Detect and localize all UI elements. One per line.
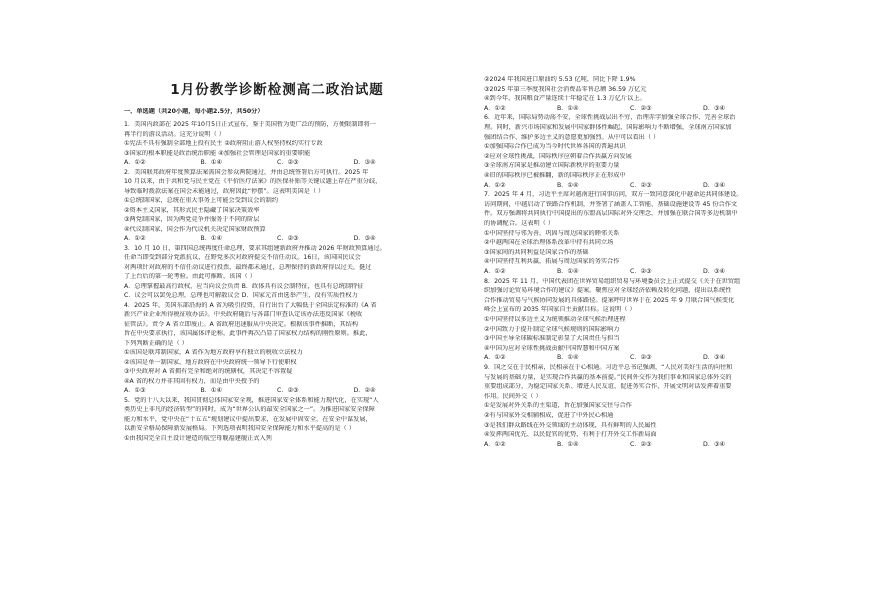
answer-option: B．①④	[200, 235, 223, 242]
answer-option: D．③④	[703, 268, 726, 275]
text-line: 7．2025 年 4 月，习近平主席对越南进行国事访问，双方一致同意深化中越命运共同体建设。	[484, 191, 743, 199]
answer-option: C．②③	[630, 104, 652, 112]
answer-option: A．①②	[124, 159, 146, 166]
text-line: ②该国是单一制国家，地方政府在中央政府统一领导下行使职权	[124, 358, 297, 366]
text-line: 2．美国联邦政府年度预算法案需国会参众两院通过，并由总统签署后方可执行。2025 年	[124, 168, 369, 176]
text-line: ④A 省的权力并非其固有权力，而是由中央授予的	[124, 377, 260, 385]
answer-options	[484, 354, 776, 362]
text-line: 任命当即受到部分党派抗议，在野党多次对政府提交不信任动议。16日，该国国民议会	[124, 254, 361, 261]
answer-option: D．②④	[353, 387, 376, 394]
text-line: 重要组成部分，为稳定国家关系、增进人民友谊、促进务实合作、开展文明对话发挥着重要	[484, 383, 732, 391]
text-line: ①中国坚持以多边主义为统领推动全球气候治理进程	[484, 316, 626, 323]
answer-option: B．①④	[557, 104, 579, 112]
answer-options	[124, 159, 430, 167]
answer-options	[484, 441, 776, 449]
text-line: 合作推动贸易与气候协同发展的具体路径。提案呼吁世界于在 2025 年 9 月联合国气候变化	[484, 296, 735, 304]
text-line: ②2024 年我国进口原油约 5.53 亿吨，同比下降 1.9%	[484, 76, 636, 83]
text-line: ①中国坚持与邻为善，巩固与周边国家的睦邻关系	[484, 229, 620, 237]
text-line: 征管法》。责令 A 省立即废止。A 省政府迅速服从中央决定。根据该事件推断，其结构	[124, 320, 359, 328]
text-line: 峰会上宣布的 2035 年国家自主贡献目标。这说明（ ）	[484, 306, 636, 314]
text-line: ①该国是联邦制国家，A 省作为地方政府享有独立的税收立法权力	[124, 349, 303, 356]
answer-option: C．②③	[277, 387, 299, 394]
text-line: 1．美国内政部在 2025 年10月5日正式宣布，鉴于美国暂为更广泛的预防，方便限制即将一	[124, 121, 376, 128]
answer-option: C．②③	[277, 159, 299, 166]
answer-option: D．③④	[703, 181, 726, 189]
answer-option: C．②③	[277, 235, 299, 242]
answer-option: A．①②	[484, 440, 506, 448]
answer-options	[124, 387, 430, 395]
answer-option: D．③④	[703, 104, 726, 112]
text-line: 与发展的基础力量，是实现合作共赢的基本前提。”民间外交作为我们事业和国家总体外交的	[484, 373, 732, 381]
text-line: ①由我国完全自主设计建造的航空母舰福建舰正式入列	[124, 434, 272, 442]
text-line: 4．2025 年，美国东部沿海的 A 省为吸引投资，自行出台了大幅低于全国法定标准的《A 省	[124, 301, 377, 309]
text-line: 8．2025 年 11 月，中国代表团在世界贸易组织贸易与环境委员会上正式提交《关于在世贸组	[484, 277, 741, 285]
text-line: 10 月以来，由于共和党与民主党在《平价医疗法案》的医保补贴等关键议题上存在严重分歧，	[124, 178, 382, 185]
text-line: 下列判断正确的是（ ）	[124, 339, 188, 347]
text-line: ③全球南方国家是推动建立国际新秩序的重要力量	[484, 162, 620, 170]
text-line: 6．近年来，国际局势动荡不安，全球性挑战层出不穷，治理赤字加强全球合作、完善全球治	[484, 114, 736, 122]
text-line: ④发挥两国优先、以民促官的优势，有利于打开外交工作新局面	[484, 431, 657, 439]
text-line: ④到今年，我国粮食产量连续十年稳定在 1.3 万亿斤以上。	[484, 95, 646, 103]
text-line: ④中国坚持互利共赢，拓展与周边国家的务实合作	[484, 258, 620, 266]
text-line: ②中越两国在全球治理体系改革中持有共同立场	[484, 239, 614, 247]
text-line: ③是我们群众路线在外交领域的主动体现，具有鲜明的人民属性	[484, 421, 657, 429]
text-line: ④中国为应对全球性挑战贡献中国智慧和中国方案	[484, 344, 620, 352]
answer-option: D．③④	[353, 159, 376, 166]
answer-option: C．②③	[630, 268, 652, 275]
answer-option: B．①④	[557, 181, 579, 189]
answer-options	[484, 268, 776, 276]
text-line: ②中国致力于提升制定全球气候规则的国际影响力	[484, 325, 620, 333]
text-line: 5．党的十八大以来，我国贯彻总体国家安全观，推进国家安全体系和能力现代化，在实现“人	[124, 396, 379, 404]
answer-option: A．①②	[484, 104, 506, 112]
text-line: 了上台后的第一轮考验。由此可推断，该国（ ）	[124, 273, 256, 280]
answer-options	[124, 235, 430, 243]
answer-option: B．①④	[557, 354, 579, 362]
text-line: 强团结合作、维护多边主义的意愿更加强烈。从中可以看出（ ）	[484, 133, 660, 141]
text-line: ③两党制国家，因为两党竞争并服务于不同的阶层	[124, 216, 260, 223]
answer-option: D．③④	[703, 354, 726, 362]
text-line: 以新安全格局保障新发展格局。下列选项表明我国安全保障能力和水平提高的是（ ）	[124, 425, 355, 432]
answer-option: A．①②	[484, 268, 506, 275]
text-line: 作用。民间外交（ ）	[484, 392, 542, 400]
answer-option: D．③④	[703, 440, 726, 448]
answer-option: B．①④	[557, 268, 579, 275]
answer-option: C．②③	[630, 181, 652, 189]
answer-options	[484, 105, 776, 113]
text-line: C．议会可以罢免总理，总理也可解散议会 D．国家元首由选举产生，没有实质性权力	[124, 292, 358, 299]
text-line: ②资本主义国家，其形式民主隐藏了国家决策效率	[124, 206, 260, 214]
answer-option: B．①④	[200, 387, 223, 394]
text-line: ③国家间的共同利益是国家合作的基础	[484, 248, 589, 256]
text-line: 的协调配合。这表明（ ）	[484, 220, 555, 227]
text-line: 访问期间，中越启动了铁路合作机制，并签署了涵盖人工智能、基础设施建设等 45 份合作文	[484, 200, 738, 208]
text-line: ④旧的国际秩序已被推翻，新的国际秩序正在形成中	[484, 172, 626, 179]
text-line: ①总统制国家，总统在重大事务上可能会受到议会的制约	[124, 197, 279, 204]
answer-option: D．③④	[353, 235, 376, 242]
answer-option: C．②③	[630, 354, 652, 362]
text-line: 9．国之交在于民相亲，民相亲在于心相通。习近平总书记强调，“人民对美好生活的向往和	[484, 364, 733, 371]
answer-option: A．①②	[484, 354, 506, 362]
text-line: 类历史上非凡的经济转型”的同时，成为“世界公认的最安全国家之一”。为推进国家安全保障	[124, 406, 375, 413]
text-line: ③国家的根本职能是政治统治职能 ④加强社会管理是国家的重要职能	[124, 149, 311, 157]
text-line: 导致临时拨款法案在国会未能通过，政府因此“停摆”。这表明美国是（ ）	[124, 187, 325, 195]
text-line: ③中国主导全球碳标准制定彰显了大国责任与担当	[484, 335, 620, 343]
text-line: 对两项针对政府的不信任动议进行投票，最终都未通过，总理保持的新政府得以过关，挺过	[124, 263, 372, 271]
answer-option: A．①②	[124, 235, 146, 242]
answer-option: C．②③	[630, 440, 652, 448]
text-line: ③中央政府对 A 省拥有完全和绝对的统辖权，其决定不容置疑	[124, 368, 293, 375]
text-line: 3．10 月 10 日，第四国总统再度任命总理，要求其组建新政府并推动 2026 年财政预算通过。	[124, 244, 386, 252]
text-line: 新兴产业企业所得税征收办法》。中央政府随后与各部门审查认定该办法违反国家《税收	[124, 311, 363, 318]
text-line: 能力和水平，党中央在“十五五”规划建议中提出要求，在发展中固安全，在安全中谋发展，	[124, 415, 372, 423]
text-line: ①是发展对外关系的主渠道，旨在加强国家交往与合作	[484, 402, 632, 410]
answer-option: B．①④	[200, 159, 223, 166]
text-line: 理。同时，新兴市场国家和发展中国家群体性崛起，国际影响力不断增强，全球南方国家加	[484, 124, 732, 131]
text-line: ①加强国际合作已成为当今时代世界各国的普遍共识	[484, 143, 626, 151]
answer-option: A．①②	[484, 181, 506, 189]
text-line: ③2025 年第三季度我国社会消费品零售总额 36.59 万亿元	[484, 85, 647, 93]
text-line: ②有与国家外交相辅相成，促进了中外民心相通	[484, 412, 614, 419]
text-line: 再半行的游议活动。这充分说明（ ）	[124, 130, 225, 138]
text-line: 织加强讨论贸易环境合作的建议》提案。聚焦应对全球经济依赖及转化问题，提出以系统性	[484, 287, 732, 295]
text-line: ④代议制国家，国会作为代议机关决定国家财政预算	[124, 225, 266, 233]
answer-option: B．①④	[557, 440, 579, 448]
answer-option: A．①③	[124, 387, 146, 394]
text-line: 旨在中央要求执行，该国属体评论称，此事件再次凸显了国家权力结构的刚性原则。推此，	[124, 330, 372, 337]
exam-title: 1月份教学诊断检测高二政治试题	[170, 82, 384, 98]
text-line: ②应对全球性挑战，国际秩序应朝着合作共赢方向发展	[484, 152, 632, 160]
answer-options	[484, 182, 776, 190]
section-heading: 一、单选题（共20小题，每小题2.5分，共50分）	[124, 108, 264, 115]
text-line: 件。双方强调将共同执行中国提出的东盟高层国际对外交理念，并加强在联合国等多边机制中	[484, 210, 738, 218]
text-line: A．总理掌握最高行政权，应当向议会负责 B．政体具有议会制特征，也具有总统制特征	[124, 282, 364, 290]
text-line: ①宪法不具有强制全部地上投有民主 ②政府阻止游人权坚持权约实行专政	[124, 140, 323, 147]
